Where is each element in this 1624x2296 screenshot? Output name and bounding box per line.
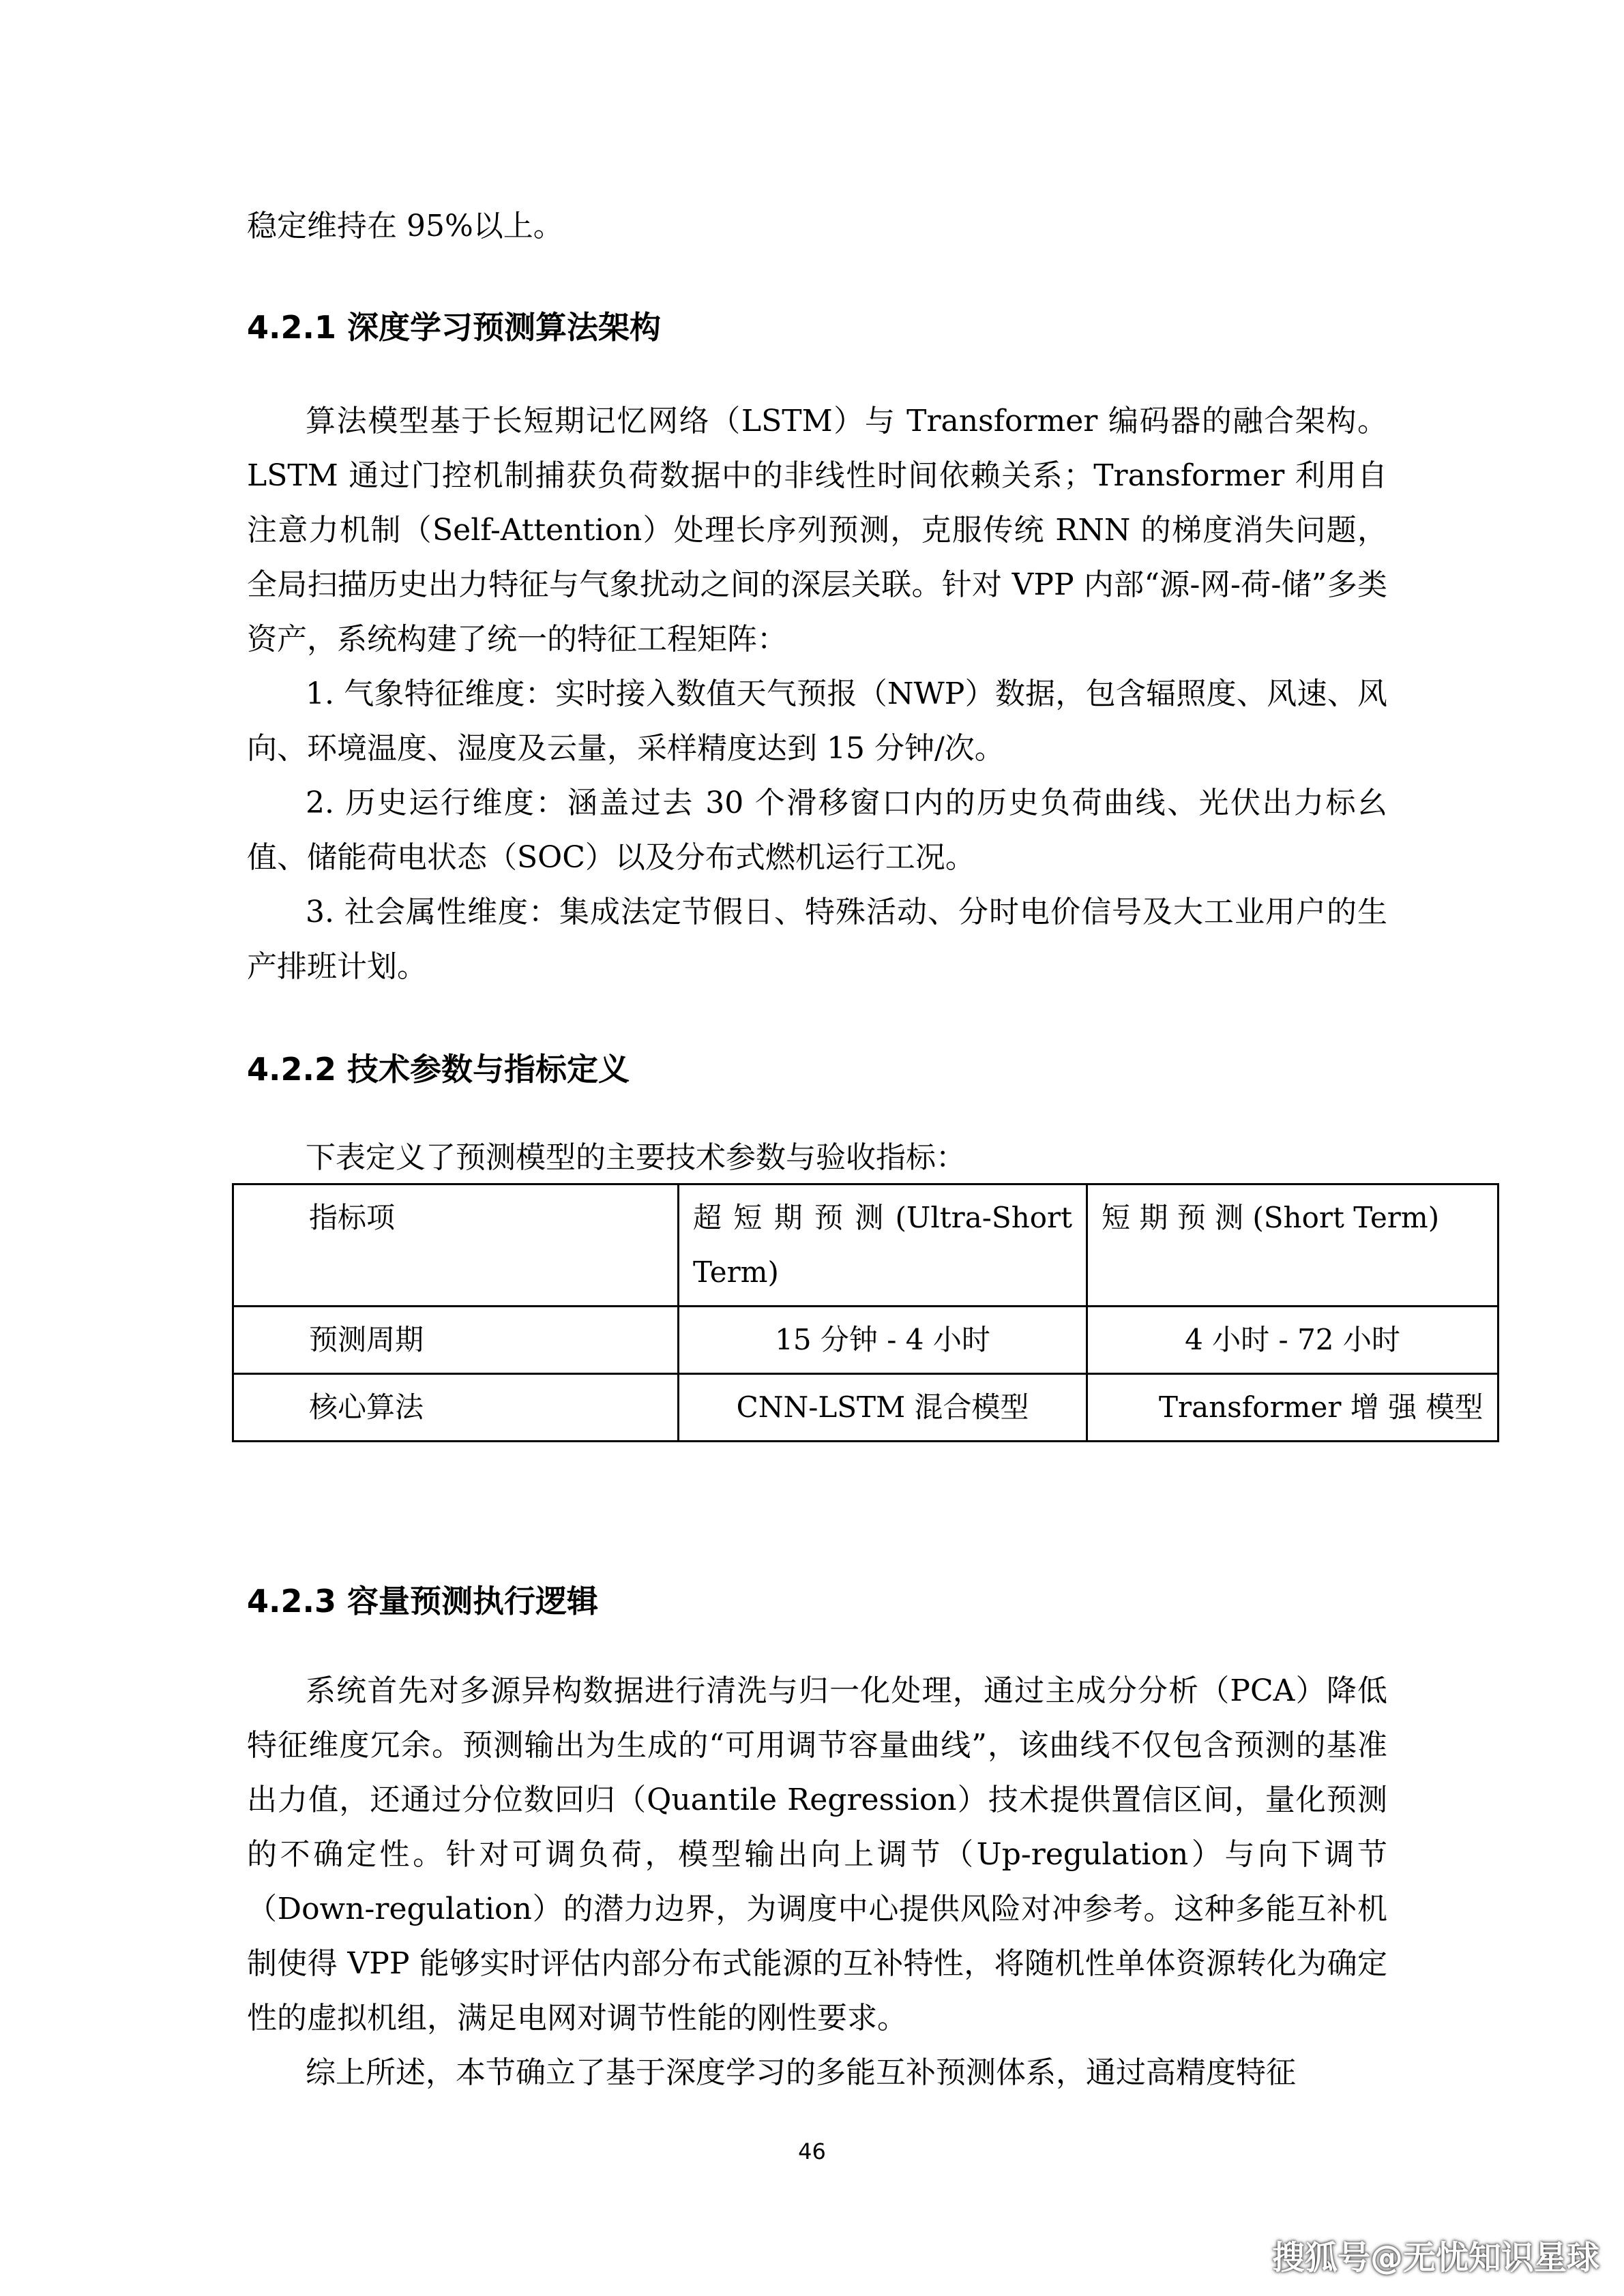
table-cell: 核心算法 <box>233 1374 679 1442</box>
table-header-row <box>233 1184 1498 1307</box>
section-4-2-3-body <box>247 1664 1387 2100</box>
section-4-2-2-heading: 4.2.2 技术参数与指标定义 <box>247 1051 630 1088</box>
source-watermark: 搜狐号@无忧知识星球 <box>1271 2239 1599 2277</box>
table-intro-text: 下表定义了预测模型的主要技术参数与验收指标： <box>306 1140 966 1175</box>
section-4-2-2-intro-block <box>247 1131 1387 1185</box>
table-row <box>233 1374 1498 1442</box>
table-header-cell: 短 期 预 测 (Short Term) <box>1087 1184 1498 1307</box>
table-cell: 15 分钟 - 4 小时 <box>679 1307 1087 1374</box>
section-4-2-1-paragraph: 算法模型基于长短期记忆网络（LSTM）与 Transformer 编码器的融合架构。LSTM 通过门控机制捕获负荷数据中的非线性时间依赖关系；Transformer 利用自注意力机制（Self-Attention）处理长序列预测，克服传统 RNN 的梯度消失问题，全局扫描历史出力特征与气象扰动之间的深层关联。针对 VPP 内部“源-网-荷-储”多类资产，系统构建了统一的特征工程矩阵： <box>247 404 1387 657</box>
feature-item-social: 3. 社会属性维度：集成法定节假日、特殊活动、分时电价信号及大工业用户的生产排班计划。 <box>247 895 1387 984</box>
table-cell: CNN-LSTM 混合模型 <box>679 1374 1087 1442</box>
intro-tail-block <box>247 199 1387 254</box>
table-header-cell: 超 短 期 预 测 (Ultra-Short Term) <box>679 1184 1087 1307</box>
table-cell: 4 小时 - 72 小时 <box>1087 1307 1498 1374</box>
feature-item-history: 2. 历史运行维度：涵盖过去 30 个滑移窗口内的历史负荷曲线、光伏出力标幺值、储能荷电状态（SOC）以及分布式燃机运行工况。 <box>247 786 1387 875</box>
table-row <box>233 1307 1498 1374</box>
summary-paragraph: 综上所述，本节确立了基于深度学习的多能互补预测体系，通过高精度特征 <box>306 2055 1296 2090</box>
section-4-2-3-heading: 4.2.3 容量预测执行逻辑 <box>247 1583 598 1620</box>
table-cell: Transformer 增 强 模型 <box>1087 1374 1498 1442</box>
table-header-cell: 指标项 <box>233 1184 679 1307</box>
section-4-2-1-heading: 4.2.1 深度学习预测算法架构 <box>247 309 661 346</box>
table-cell: 预测周期 <box>233 1307 679 1374</box>
section-4-2-1-body <box>247 394 1387 994</box>
section-4-2-3-paragraph: 系统首先对多源异构数据进行清洗与归一化处理，通过主成分分析（PCA）降低特征维度冗余。预测输出为生成的“可用调节容量曲线”，该曲线不仅包含预测的基准出力值，还通过分位数回归（Quantile Regression）技术提供置信区间，量化预测的不确定性。针对可调负荷，模型输出向上调节（Up-regulation）与向下调节（Down-regulation）的潜力边界，为调度中心提供风险对冲参考。这种多能互补机制使得 VPP 能够实时评估内部分布式能源的互补特性，将随机性单体资源转化为确定性的虚拟机组，满足电网对调节性能的刚性要求。 <box>247 1673 1387 2036</box>
spec-table <box>232 1183 1499 1442</box>
feature-item-weather: 1. 气象特征维度：实时接入数值天气预报（NWP）数据，包含辐照度、风速、风向、环境温度、湿度及云量，采样精度达到 15 分钟/次。 <box>247 676 1387 766</box>
page-number: 46 <box>798 2138 826 2164</box>
intro-tail-text: 稳定维持在 95%以上。 <box>247 209 563 243</box>
